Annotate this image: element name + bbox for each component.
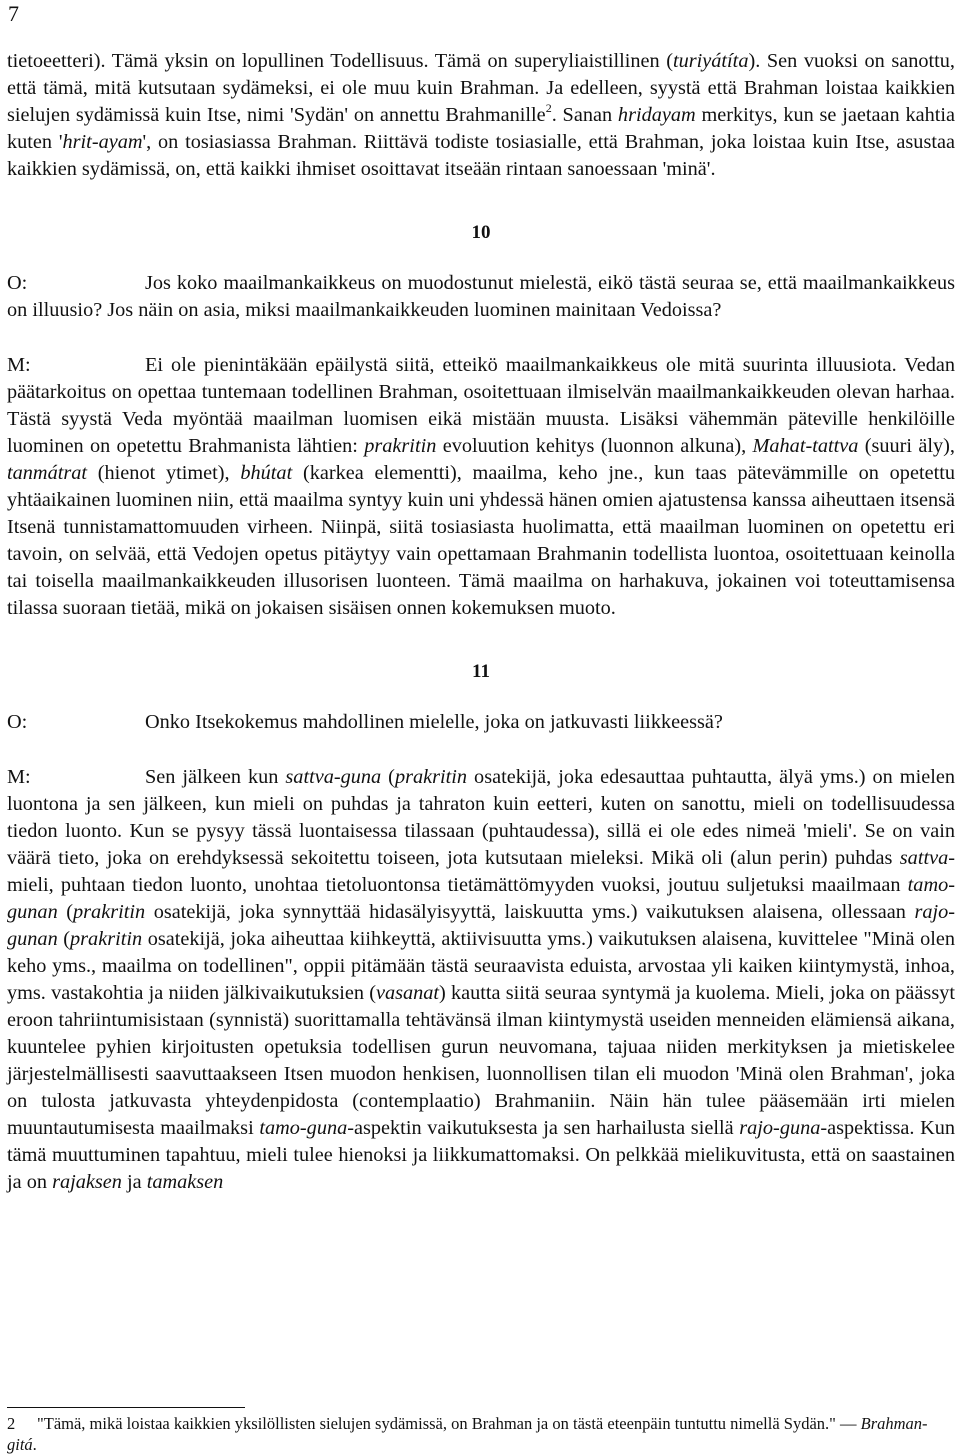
- footnote-source: Brahman-gitá: [7, 1414, 928, 1454]
- answer-11: M: Sen jälkeen kun sattva-guna (prakritin osatekijä, joka edesauttaa puhtautta, älyä yms.) on mielen luontona ja sen jälkeen, kun mieli on puhdas ja tahraton kuin eetteri, kuten on sanottu, mieli on todellisuudessa tiedon luonto. Kun se pysyy tässä luontaisessa tilassaan (puhtaudessa), sillä ei ole edes nimeä 'mieli'. Se on vain väärä tieto, joka on erehdyksessä sekoitettu toiseen, jota kutsutaan mieleksi. Mikä oli (alun perin) puhdas sattva-mieli, puhtaan tiedon luonto, unohtaa tietoluontonsa tietämättömyyden vuoksi, joutuu suljetuksi maailmaan tamo-gunan (prakritin osatekijä, joka synnyttää hidasälyisyyttä, laiskuutta yms.) vaikutuksen alaisena, ollessaan rajo-gunan (prakritin osatekijä, joka aiheuttaa kiihkeyttä, aktiivisuutta yms.) vaikutuksen alaisena, kuvittelee "Minä olen keho yms., maailma on todellinen", oppii pitämään tästä seuraavista eduista, arvostaa yli kaiken kiintymystä, inhoa, yms. vastakohtia ja niiden jälkivaikutuksien (vasanat) kautta siitä seuraa syntymä ja kuolema. Mieli, joka on päässyt eroon tahriintumisistaan (synnistä) suorittamalla tehtävänsä ilman kiintymystä useiden menneiden elämiensä aikana, kuuntelee pyhien kirjoitusten opetuksia todellisen gurun neuvomana, tajuaa niiden merkityksen ja mietiskelee järjestelmällisesti saavuttaakseen Itsen muodon henkisen, luonnollisen tilan eli muodon 'Minä olen Brahman', joka on tulosta jatkuvasta yhteydenpidosta (contemplaatio) Brahmaniin. Näin hän tulee pääsemään irti mielen muuntautumisesta maailmaksi tamo-guna-aspektin vaikutuksesta ja sen harhailusta siellä rajo-guna-aspektissa. Kun tämä muuttuminen tapahtuu, mieli tulee hienoksi ja liikkumattomaksi. On pelkkää mielikuvitusta, että on saastainen ja on rajaksen ja tamaksen: [7, 766, 955, 1193]
- footnote-divider: [7, 1407, 245, 1408]
- document-body: [7, 48, 955, 1196]
- footnote: 2 "Tämä, mikä loistaa kaikkien yksilöllisten sielujen sydämissä, on Brahman ja on tästä eteenpäin tuntuttu nimellä Sydän." — Brahman-gitá.: [7, 1414, 928, 1454]
- answer-label: M:: [7, 354, 31, 376]
- intro-paragraph: tietoeetteri). Tämä yksin on lopullinen Todellisuus. Tämä on superyliaistillinen (turiyátíta). Sen vuoksi on sanottu, että tämä, mitä kutsutaan sydämeksi, ei ole muu kuin Brahman. Ja edelleen, syystä että Brahman loistaa kaikkien sielujen sydämissä kuin Itse, nimi 'Sydän' on annettu Brahmanille$^2$. Sanan hridayam merkitys, kun se jaetaan kahtia kuten 'hrit-ayam', on tosiasiassa Brahman. Riittävä todiste tosiasialle, että Brahman, joka loistaa kuin Itse, asustaa kaikkien sydämissä, on, että kaikki ihmiset osoittavat itseään rintaan sanoessaan 'minä'.: [7, 50, 955, 180]
- footnote-number: 2: [7, 1414, 16, 1433]
- question-11: O: Onko Itsekokemus mahdollinen mielelle, joka on jatkuvasti liikkeessä?: [7, 709, 955, 736]
- section-number-11: 11: [472, 661, 490, 682]
- answer-10: M: Ei ole pienintäkään epäilystä siitä, etteikö maailmankaikkeus ole mitä suurinta illuusiota. Vedan päätarkoitus on opettaa tuntemaan todellinen Brahman, osoitettuaan ilmiselvän maailmankaikkeuden olevan harhaa. Tästä syystä Veda myöntää maailman luomisen eikä mistään muusta. Lisäksi vähemmän päteville henkilöille luominen on opetettu Brahmanista lähtien: prakritin evoluution kehitys (luonnon alkuna), Mahat-tattva (suuri äly), tanmátrat (hienot ytimet), bhútat (karkea elementti), maailma, keho jne., kun taas pätevämmille on opetettu yhtäaikainen luominen niin, että maailma syntyy kuin uni yhdessä hänen omien ajatustensa kanssa aiheuttaen itsensä Itsenä tunnistamattomuuden virheen. Niinpä, siitä tosiasiasta huolimatta, että maailman luominen on opetettu eri tavoin, on selvää, että Vedojen opetus pitäytyy vain opettamaan Brahmanin todellista luontoa, osoitettuaan keinolla tai toisella maailmankaikkeuden illusorisen luonteen. Tämä maailma on harhakuva, jokainen voi toteuttamisensa tilassa suoraan tietää, mikä on jokaisen sisäisen onnen kokemuksen muoto.: [7, 354, 955, 619]
- page-number: 7: [8, 1, 19, 26]
- section-number-10: 10: [471, 222, 491, 243]
- footnote-text: "Tämä, mikä loistaa kaikkien yksilöllisten sielujen sydämissä, on Brahman ja on tästä eteenpäin tuntuttu nimellä Sydän." —: [37, 1414, 861, 1433]
- footnote-reference[interactable]: 2: [545, 101, 552, 116]
- question-10: O: Jos koko maailmankaikkeus on muodostunut mielestä, eikö tästä seuraa se, että maailmankaikkeus on illuusio? Jos näin on asia, miksi maailmankaikkeuden luominen mainitaan Vedoissa?: [7, 272, 955, 321]
- question-label: O:: [7, 711, 28, 733]
- question-label: O:: [7, 272, 28, 294]
- answer-label: M:: [7, 766, 31, 788]
